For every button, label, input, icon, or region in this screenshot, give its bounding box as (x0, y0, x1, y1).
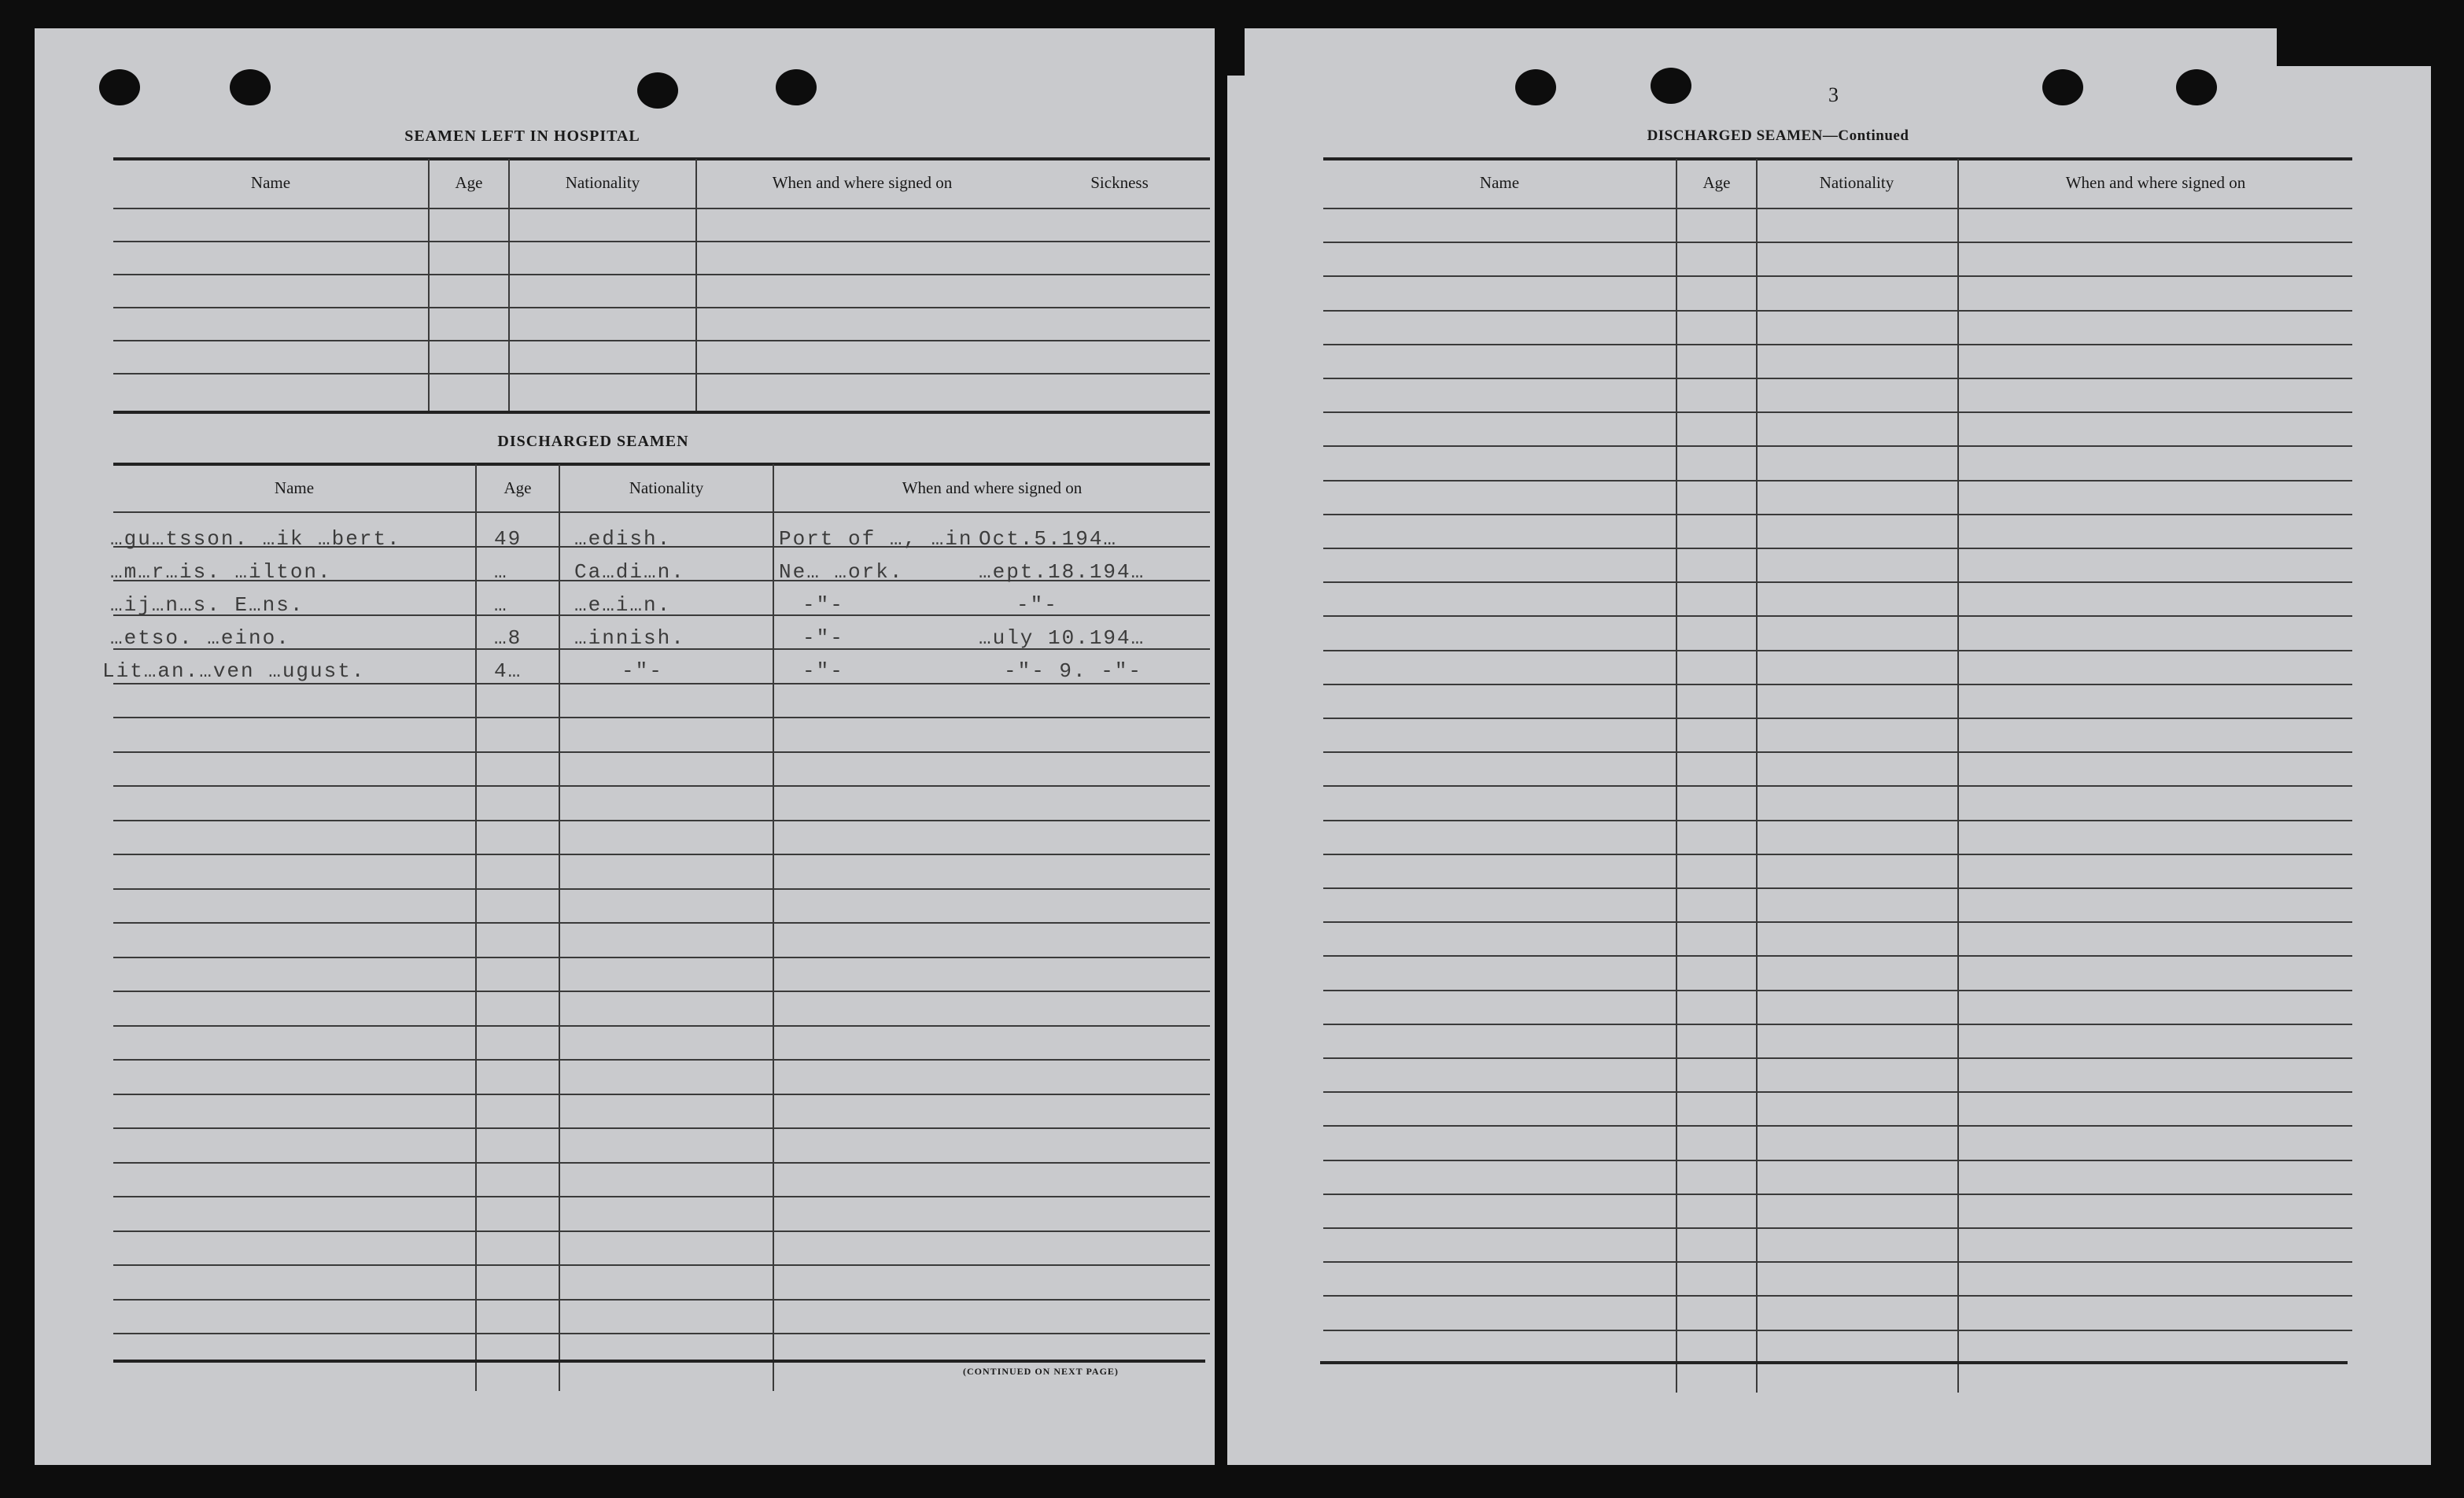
row-date: …ept.18.194… (979, 560, 1145, 584)
rule (113, 157, 1210, 160)
column-divider (475, 464, 477, 1391)
row-name: Lit…an.…ven …ugust. (102, 659, 366, 683)
rule (1320, 1361, 2348, 1364)
row-name: …m…r…is. …ilton. (110, 560, 332, 584)
row-age: 49 (494, 527, 522, 551)
row-rule (1323, 411, 2352, 413)
row-rule (1323, 1295, 2352, 1297)
row-rule (113, 1059, 1210, 1061)
row-rule (113, 888, 1210, 890)
row-rule (1323, 785, 2352, 787)
row-rule (1323, 514, 2352, 515)
row-rule (113, 1196, 1210, 1197)
row-name: …gu…tsson. …ik …bert. (110, 527, 401, 551)
row-nationality: …e…i…n. (574, 593, 672, 617)
punch-hole (776, 69, 817, 105)
row-rule (113, 717, 1210, 718)
rule (113, 274, 1210, 275)
row-nationality: Ca…di…n. (574, 560, 685, 584)
left-page (35, 28, 1215, 1465)
row-rule (1323, 990, 2352, 991)
row-rule (1323, 242, 2352, 243)
row-rule (113, 1162, 1210, 1164)
rule (113, 241, 1210, 242)
row-name: …etso. …eino. (110, 626, 290, 650)
row-date: -"- 9. -"- (1004, 659, 1143, 683)
row-rule (1323, 887, 2352, 889)
row-rule (113, 785, 1210, 787)
column-divider (559, 464, 560, 1391)
row-rule (1323, 1330, 2352, 1331)
row-rule (1323, 1160, 2352, 1161)
row-nationality: …edish. (574, 527, 672, 551)
continued-note: (CONTINUED ON NEXT PAGE) (963, 1366, 1119, 1377)
rule (113, 340, 1210, 341)
rule (113, 463, 1210, 466)
column-header-name: Name (274, 478, 315, 497)
row-name: …ij…n…s. E…ns. (110, 593, 304, 617)
column-header-age: Age (455, 173, 483, 192)
column-divider (428, 159, 430, 411)
row-rule (113, 1094, 1210, 1095)
row-rule (1323, 684, 2352, 685)
row-rule (113, 820, 1210, 821)
column-header-nationality: Nationality (565, 173, 640, 192)
row-rule (1323, 378, 2352, 379)
column-divider (508, 159, 510, 411)
discharged-continued-title: DISCHARGED SEAMEN—Continued (1647, 127, 1909, 144)
row-rule (1323, 275, 2352, 277)
row-rule (113, 991, 1210, 992)
row-rule (1323, 650, 2352, 651)
column-header-signed-on: When and where signed on (772, 173, 953, 192)
row-rule (1323, 751, 2352, 753)
punch-hole (2176, 69, 2217, 105)
row-date: …uly 10.194… (979, 626, 1145, 650)
punch-hole (637, 72, 678, 109)
row-place: -"- (802, 593, 844, 617)
row-age: … (494, 593, 508, 617)
row-rule (113, 1127, 1210, 1129)
punch-hole (2042, 69, 2083, 105)
row-rule (1323, 1227, 2352, 1229)
row-place: -"- (802, 659, 844, 683)
row-rule (113, 1264, 1210, 1266)
row-rule (113, 922, 1210, 924)
column-header-sickness: Sickness (1090, 173, 1149, 192)
column-header-nationality: Nationality (1819, 173, 1894, 192)
row-rule (113, 511, 1210, 513)
punch-hole (1651, 68, 1691, 104)
row-rule (1323, 955, 2352, 957)
row-rule (1323, 921, 2352, 923)
row-rule (1323, 548, 2352, 549)
rule (113, 373, 1210, 374)
row-rule (113, 1333, 1210, 1334)
row-rule (1323, 615, 2352, 617)
row-age: …8 (494, 626, 522, 650)
row-rule (113, 854, 1210, 855)
row-rule (1323, 1194, 2352, 1195)
column-header-age: Age (503, 478, 532, 497)
row-nationality: …innish. (574, 626, 685, 650)
paper-edge (2277, 28, 2431, 66)
row-rule (1323, 718, 2352, 719)
row-place: Ne… …ork. (779, 560, 904, 584)
row-rule (1323, 344, 2352, 345)
column-header-age: Age (1702, 173, 1731, 192)
row-rule (1323, 208, 2352, 209)
hospital-section-title: SEAMEN LEFT IN HOSPITAL (404, 127, 640, 145)
row-rule (1323, 1057, 2352, 1059)
column-header-name: Name (1479, 173, 1520, 192)
rule (113, 1360, 1205, 1363)
row-rule (113, 957, 1210, 958)
row-rule (1323, 854, 2352, 855)
row-rule (1323, 581, 2352, 583)
row-rule (1323, 1024, 2352, 1025)
column-header-signed-on: When and where signed on (902, 478, 1083, 497)
row-rule (1323, 310, 2352, 312)
row-date: -"- (1016, 593, 1058, 617)
punch-hole (230, 69, 271, 105)
rule (113, 411, 1210, 414)
page-number: 3 (1828, 83, 1839, 106)
row-place: -"- (802, 626, 844, 650)
rule (113, 208, 1210, 209)
row-place: Port of …, …in (779, 527, 973, 551)
row-rule (1323, 820, 2352, 821)
row-rule (1323, 1261, 2352, 1263)
rule (1323, 157, 2352, 160)
discharged-section-title: DISCHARGED SEAMEN (497, 433, 689, 450)
row-age: … (494, 560, 508, 584)
column-header-name: Name (250, 173, 291, 192)
row-rule (113, 751, 1210, 753)
row-age: 4… (494, 659, 522, 683)
punch-hole (1515, 69, 1556, 105)
row-rule (1323, 445, 2352, 447)
row-date: Oct.5.194… (979, 527, 1118, 551)
row-rule (113, 1299, 1210, 1301)
punch-hole (99, 69, 140, 105)
paper-edge (1227, 28, 1245, 76)
right-page (1227, 28, 2431, 1465)
column-divider (695, 159, 697, 411)
column-header-nationality: Nationality (629, 478, 704, 497)
row-rule (1323, 1091, 2352, 1093)
row-rule (1323, 480, 2352, 482)
row-rule (113, 1230, 1210, 1232)
row-nationality: -"- (622, 659, 663, 683)
row-rule (1323, 1125, 2352, 1127)
column-divider (773, 464, 774, 1391)
rule (113, 307, 1210, 308)
column-header-signed-on: When and where signed on (2065, 173, 2246, 192)
row-rule (113, 1025, 1210, 1027)
